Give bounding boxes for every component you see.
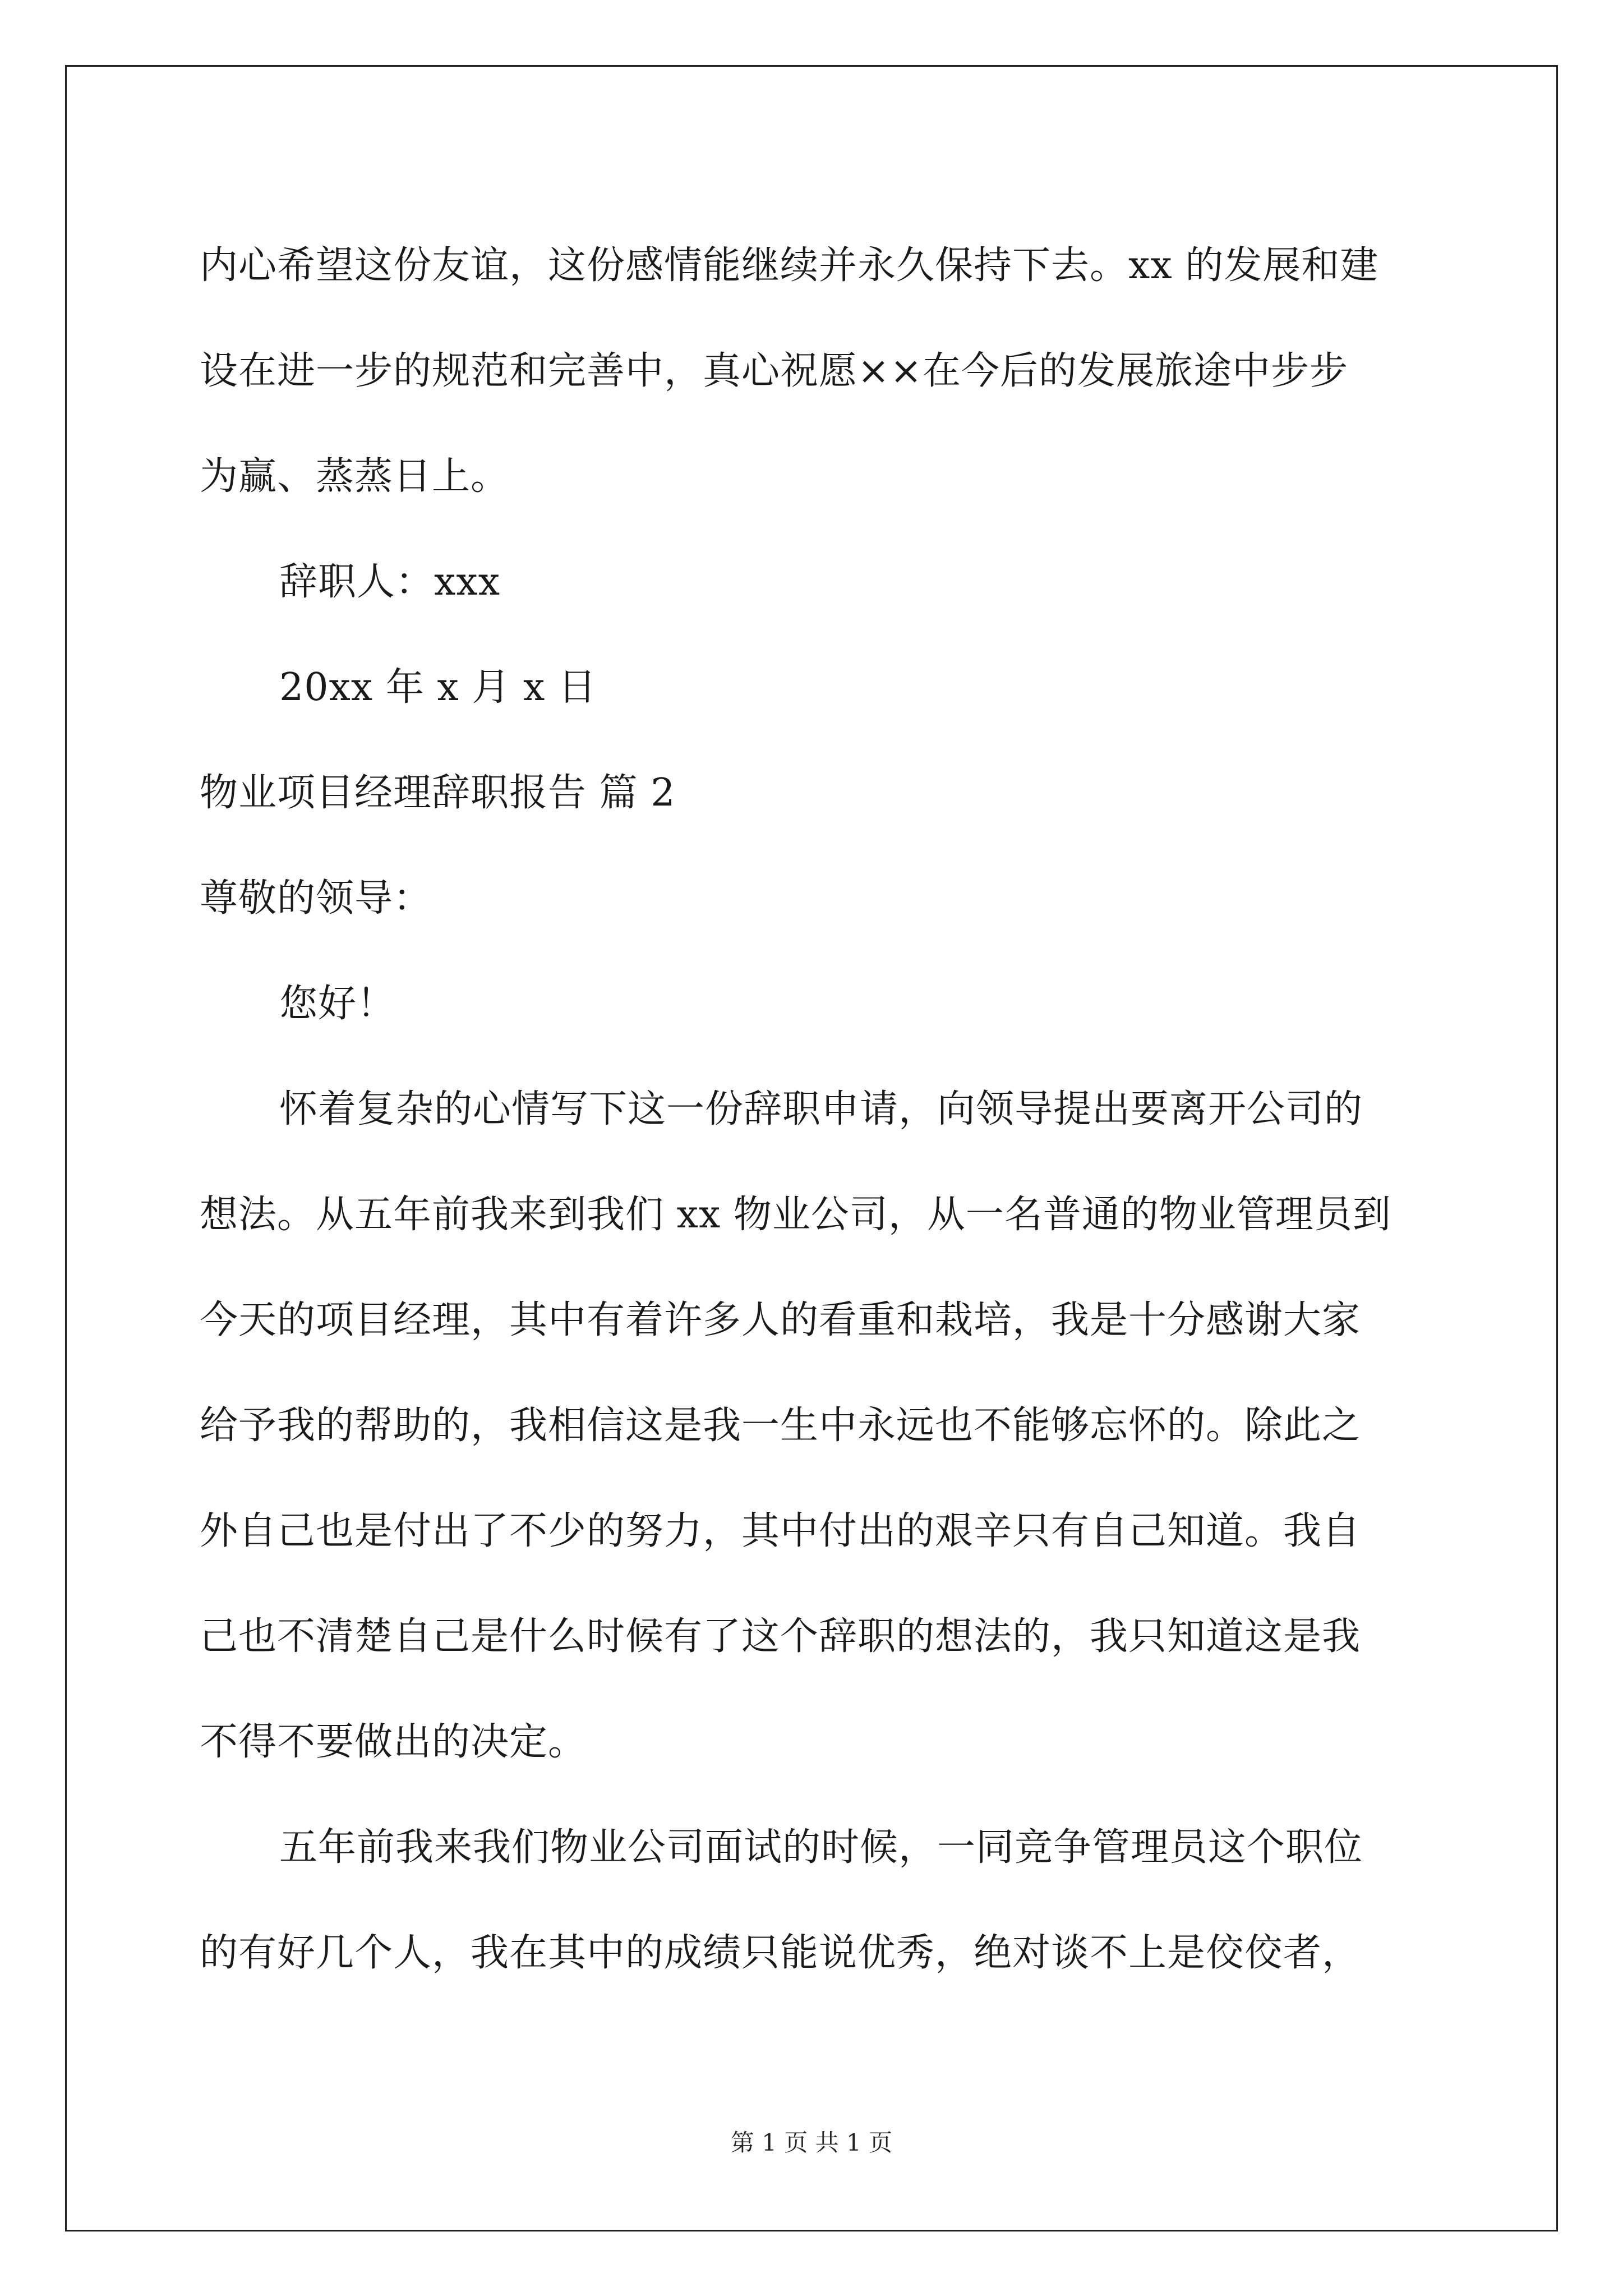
text-line: 五年前我来我们物业公司面试的时候，一同竞争管理员这个职位 — [279, 1825, 1363, 1870]
text-line: 己也不清楚自己是什么时候有了这个辞职的想法的，我只知道这是我 — [200, 1614, 1361, 1659]
text-line: 给予我的帮助的，我相信这是我一生中永远也不能够忘怀的。除此之 — [200, 1404, 1361, 1448]
signature-line: 辞职人：xxx — [279, 560, 501, 604]
document-body — [200, 213, 1422, 2006]
text-line: 不得不要做出的决定。 — [200, 1720, 587, 1764]
section-heading: 物业项目经理辞职报告 篇 2 — [200, 771, 676, 815]
text-line: 怀着复杂的心情写下这一份辞职申请，向领导提出要离开公司的 — [279, 1087, 1363, 1131]
text-line: 今天的项目经理，其中有着许多人的看重和栽培，我是十分感谢大家 — [200, 1298, 1361, 1342]
date-line: 20xx 年 x 月 x 日 — [279, 665, 597, 710]
text-line: 设在进一步的规范和完善中，真心祝愿××在今后的发展旅途中步步 — [200, 349, 1348, 393]
salutation: 尊敬的领导： — [200, 876, 432, 921]
text-line: 外自己也是付出了不少的努力，其中付出的艰辛只有自己知道。我自 — [200, 1509, 1361, 1553]
greeting: 您好！ — [279, 982, 396, 1026]
page-footer: 第 1 页 共 1 页 — [730, 2129, 893, 2156]
text-line: 想法。从五年前我来到我们 xx 物业公司，从一名普通的物业管理员到 — [200, 1193, 1391, 1237]
text-line: 为赢、蒸蒸日上。 — [200, 454, 510, 499]
text-line: 内心希望这份友谊，这份感情能继续并永久保持下去。xx 的发展和建 — [200, 243, 1379, 288]
text-line: 的有好几个人，我在其中的成绩只能说优秀，绝对谈不上是佼佼者， — [200, 1931, 1361, 1975]
